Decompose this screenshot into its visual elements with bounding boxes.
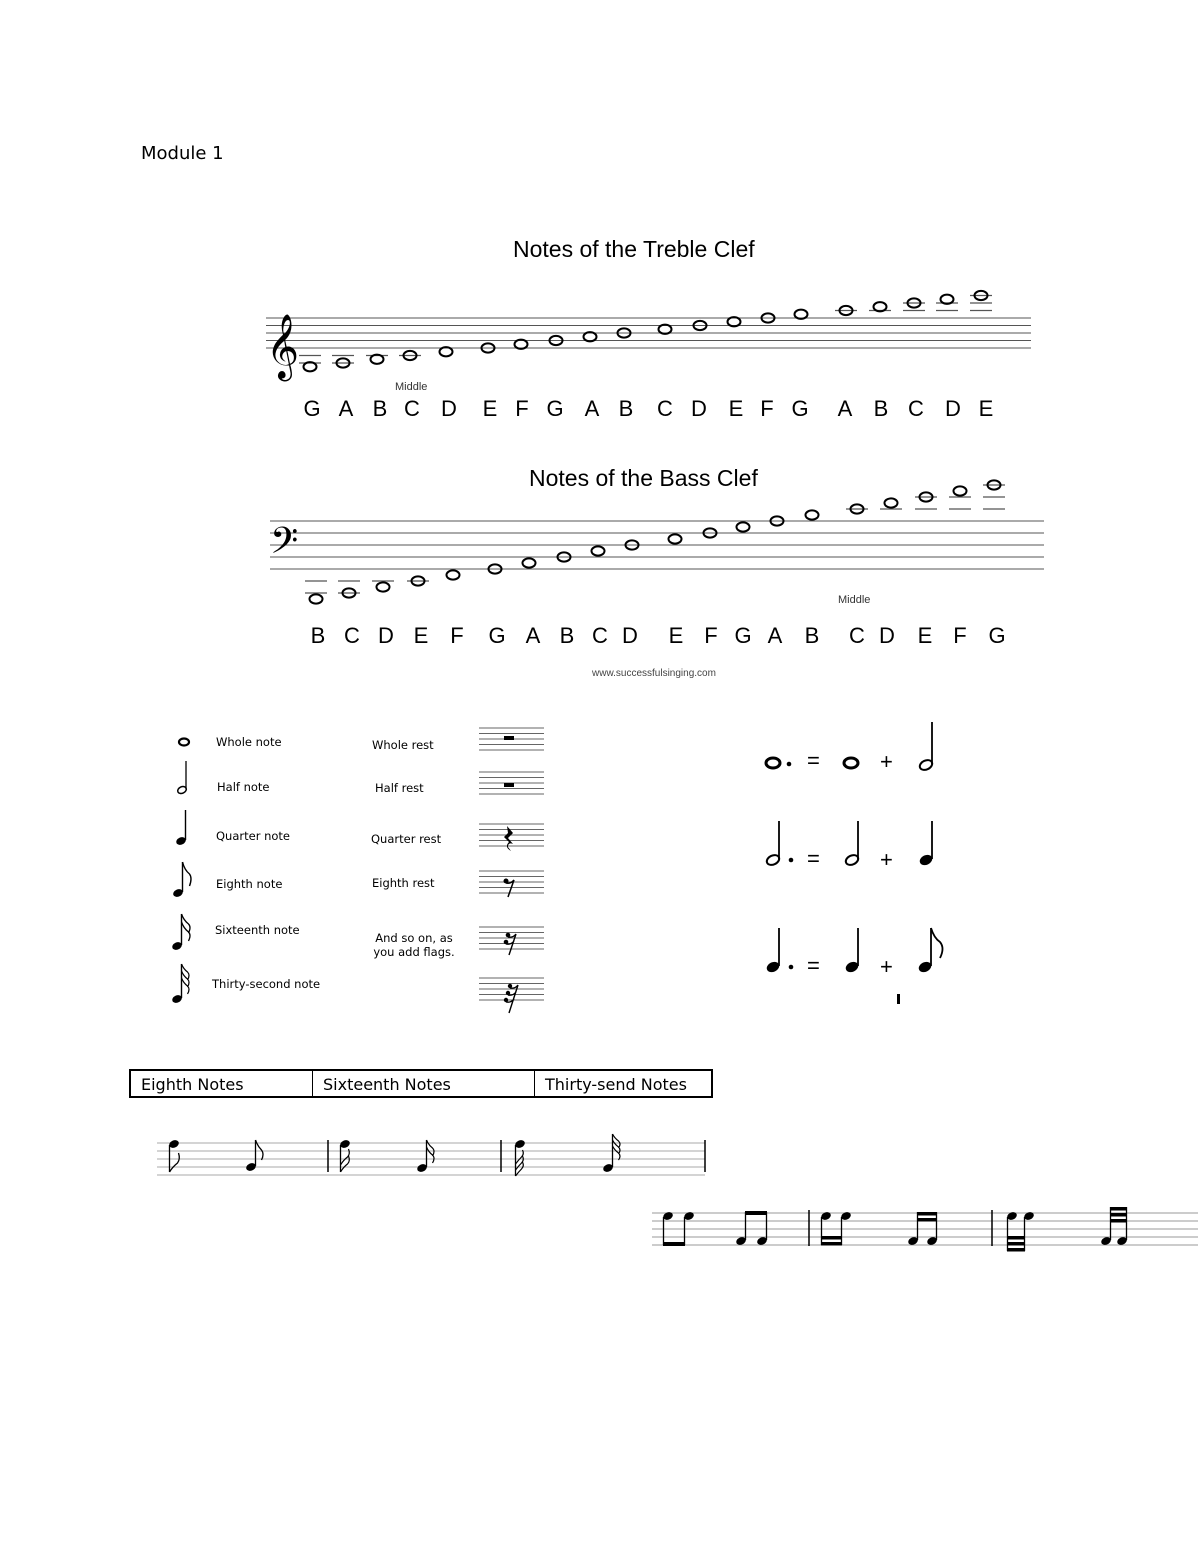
equals-sign: =	[807, 846, 820, 871]
note-letter: C	[849, 623, 865, 648]
note-letter: G	[303, 396, 321, 421]
note-letter: B	[804, 623, 820, 648]
note-letter: E	[978, 396, 994, 421]
treble-middle-label: Middle	[395, 381, 428, 393]
treble-clef-icon: 𝄞	[266, 314, 300, 379]
note-letter: F	[760, 396, 774, 421]
note-letter: D	[622, 623, 638, 648]
note-letter: C	[657, 396, 673, 421]
table-header-eighth: Eighth Notes	[131, 1071, 313, 1096]
note-letter: E	[728, 396, 744, 421]
treble-title: Notes of the Treble Clef	[513, 236, 755, 262]
credit-url: www.successfulsinging.com	[592, 668, 716, 679]
eighth-note-label: Eighth note	[216, 877, 283, 891]
note-letter: D	[441, 396, 457, 421]
plus-sign: +	[880, 954, 893, 979]
note-letter: A	[338, 396, 354, 421]
table-header-thirty-second: Thirty-send Notes	[545, 1075, 687, 1094]
plus-sign: +	[880, 749, 893, 774]
note-letter: E	[917, 623, 933, 648]
module-title: Module 1	[141, 143, 224, 164]
note-letter: A	[584, 396, 600, 421]
eighth-rest-label: Eighth rest	[372, 876, 435, 890]
beamed-eighths-down-icon	[662, 1211, 695, 1246]
note-letter: G	[546, 396, 564, 421]
plus-sign: +	[880, 847, 893, 872]
half-note-label: Half note	[217, 780, 270, 794]
note-letter: A	[837, 396, 853, 421]
note-letter: C	[592, 623, 608, 648]
note-letter: A	[525, 623, 541, 648]
note-letter: F	[450, 623, 464, 648]
beamed-sixteenths-down-icon	[820, 1211, 852, 1246]
bass-middle-label: Middle	[838, 594, 871, 606]
note-letter: E	[482, 396, 498, 421]
sixteenth-note-label: Sixteenth note	[215, 923, 300, 937]
whole-rest-label: Whole rest	[372, 738, 434, 752]
note-letter: E	[413, 623, 429, 648]
note-letter: E	[668, 623, 684, 648]
table-header-sixteenth: Sixteenth Notes	[313, 1071, 535, 1096]
note-letter: G	[488, 623, 506, 648]
note-letter: F	[953, 623, 967, 648]
note-letter: B	[873, 396, 889, 421]
note-letter: C	[344, 623, 360, 648]
quarter-note-label: Quarter note	[216, 829, 290, 843]
note-letter: B	[618, 396, 634, 421]
note-letter: A	[767, 623, 783, 648]
note-letter: D	[378, 623, 394, 648]
note-letter: C	[908, 396, 924, 421]
bass-clef-icon: 𝄢	[270, 520, 299, 571]
note-letter: D	[879, 623, 895, 648]
note-letter: C	[404, 396, 420, 421]
note-letter: B	[310, 623, 326, 648]
and-so-on-label: And so on, as you add flags.	[373, 931, 455, 959]
note-letter: G	[734, 623, 752, 648]
note-letter: D	[945, 396, 961, 421]
equals-sign: =	[807, 748, 820, 773]
whole-note-label: Whole note	[216, 735, 282, 749]
note-letter: B	[559, 623, 575, 648]
note-letter: F	[515, 396, 529, 421]
note-letter: G	[988, 623, 1006, 648]
note-letter: B	[372, 396, 388, 421]
quarter-rest-label: Quarter rest	[371, 832, 442, 846]
note-letter: G	[791, 396, 809, 421]
thirty-second-note-label: Thirty-second note	[212, 977, 321, 991]
bass-title: Notes of the Bass Clef	[529, 465, 758, 491]
note-letter: D	[691, 396, 707, 421]
equals-sign: =	[807, 953, 820, 978]
half-rest-label: Half rest	[375, 781, 424, 795]
note-letter: F	[704, 623, 718, 648]
